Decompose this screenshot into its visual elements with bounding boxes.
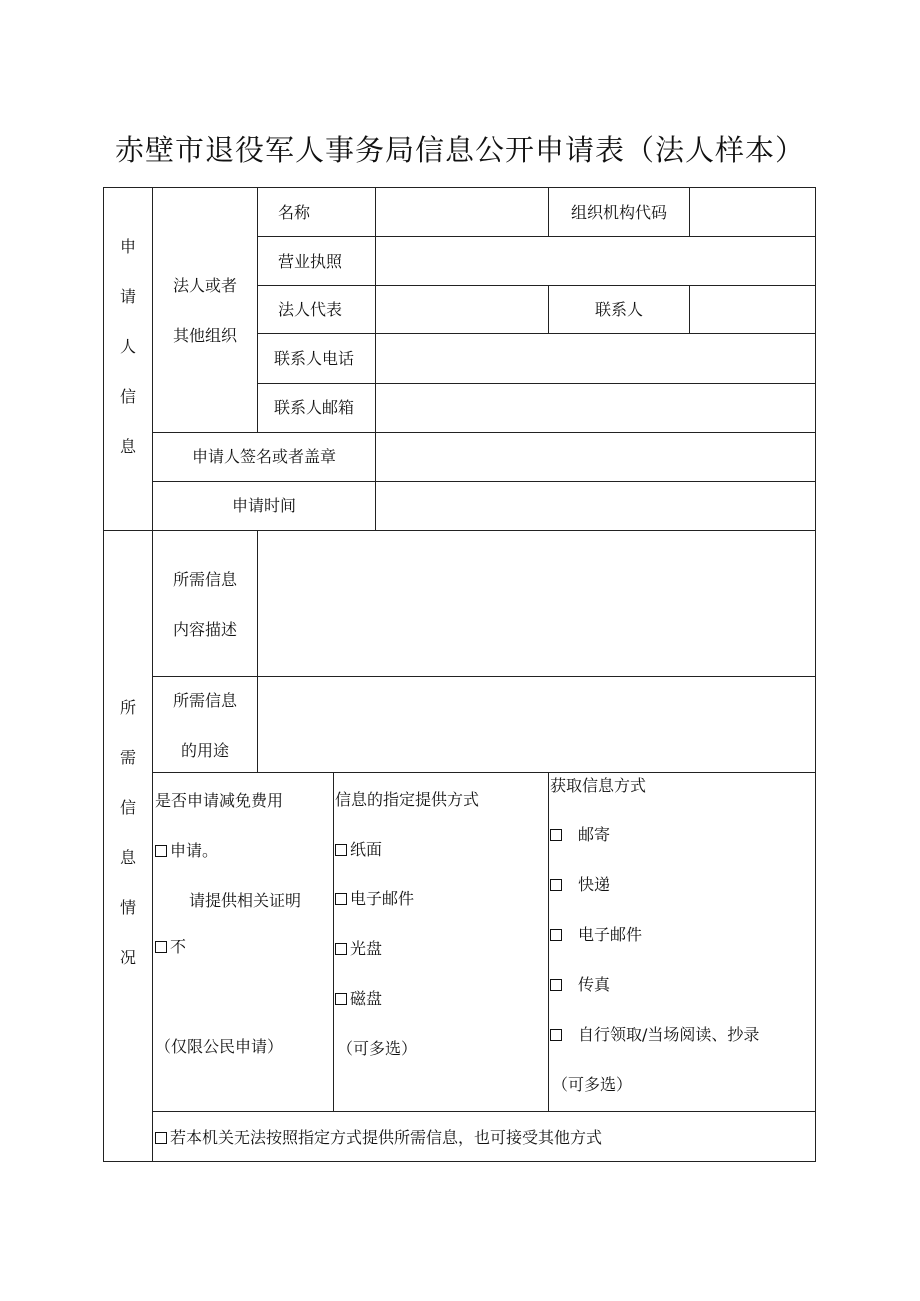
other-method-option[interactable] (155, 1128, 602, 1148)
section-char: 申 (119, 237, 136, 256)
name-field[interactable] (376, 188, 548, 236)
desc-label-line2: 内容描述 (172, 620, 237, 639)
options-divider-2 (548, 772, 549, 1112)
page-title: 赤壁市退役军人事务局信息公开申请表（法人样本） (114, 133, 805, 167)
section-char: 需 (119, 748, 136, 767)
row-line-8 (152, 772, 816, 773)
purpose-label-line1: 所需信息 (172, 691, 237, 710)
option-label: 电子邮件 (350, 889, 415, 908)
provide-note: （可多选） (337, 1039, 418, 1058)
contact-email-field[interactable] (376, 384, 815, 432)
legal-rep-label: 法人代表 (278, 300, 343, 319)
fee-apply-option[interactable] (155, 841, 218, 861)
section-char: 息 (119, 437, 136, 456)
option-label: 电子邮件 (578, 925, 643, 944)
org-code-label: 组织机构代码 (570, 203, 667, 222)
other-method-label: 若本机关无法按照指定方式提供所需信息，也可接受其他方式 (170, 1128, 603, 1147)
checkbox[interactable] (550, 879, 562, 891)
purpose-field[interactable] (258, 677, 815, 772)
option-label: 纸面 (350, 840, 383, 859)
provide-option-disk[interactable] (335, 989, 382, 1009)
checkbox[interactable] (155, 845, 167, 857)
desc-label-line1: 所需信息 (172, 570, 237, 589)
license-field[interactable] (376, 237, 815, 285)
checkbox[interactable] (550, 929, 562, 941)
checkbox[interactable] (335, 893, 347, 905)
purpose-label-line2: 的用途 (180, 741, 229, 760)
checkbox[interactable] (335, 844, 347, 856)
section-char: 息 (119, 848, 136, 867)
name-label: 名称 (278, 203, 311, 222)
obtain-note: （可多选） (552, 1075, 633, 1094)
desc-field[interactable] (258, 531, 815, 676)
fee-proof-note: 请提供相关证明 (189, 891, 302, 910)
checkbox[interactable] (155, 941, 167, 953)
checkbox[interactable] (550, 829, 562, 841)
provide-option-cd[interactable] (335, 939, 382, 959)
provide-option-email[interactable] (335, 889, 414, 909)
contact-email-label: 联系人邮箱 (274, 398, 355, 417)
signature-label: 申请人签名或者盖章 (191, 447, 336, 466)
section-char: 所 (119, 698, 136, 717)
org-label-line2: 其他组织 (172, 326, 237, 345)
obtain-heading: 获取信息方式 (550, 776, 647, 795)
table-border-bottom (103, 1161, 816, 1162)
org-code-field[interactable] (690, 188, 815, 236)
section-char: 信 (119, 387, 136, 406)
obtain-option-fax[interactable] (550, 975, 610, 995)
time-label: 申请时间 (231, 496, 296, 515)
options-divider-1 (333, 772, 334, 1112)
legal-rep-field[interactable] (376, 286, 548, 333)
org-label-divider (257, 187, 258, 433)
option-label: 快递 (578, 875, 611, 894)
fee-apply-label: 申请。 (170, 841, 219, 860)
fee-note: （仅限公民申请） (155, 1037, 284, 1056)
fee-no-option[interactable] (155, 937, 186, 957)
option-label: 自行领取/当场阅读、抄录 (578, 1025, 760, 1044)
option-label: 光盘 (350, 939, 383, 958)
obtain-option-mail[interactable] (550, 825, 610, 845)
section-char: 人 (119, 337, 136, 356)
fee-heading: 是否申请减免费用 (155, 791, 284, 810)
checkbox[interactable] (335, 943, 347, 955)
obtain-option-self-pickup[interactable] (550, 1025, 759, 1045)
obtain-option-email[interactable] (550, 925, 642, 945)
option-label: 邮寄 (578, 825, 611, 844)
signature-field[interactable] (376, 433, 815, 481)
contact-phone-label: 联系人电话 (274, 349, 355, 368)
checkbox[interactable] (155, 1132, 167, 1144)
row-line-9 (152, 1111, 816, 1112)
checkbox[interactable] (550, 979, 562, 991)
contact-phone-field[interactable] (376, 334, 815, 383)
section-char: 信 (119, 798, 136, 817)
org-label-line1: 法人或者 (172, 276, 237, 295)
checkbox[interactable] (335, 993, 347, 1005)
provide-option-paper[interactable] (335, 840, 382, 860)
provide-heading: 信息的指定提供方式 (335, 790, 480, 809)
contact-field[interactable] (690, 286, 815, 333)
option-label: 磁盘 (350, 989, 383, 1008)
section-char: 情 (119, 898, 136, 917)
fee-no-label: 不 (170, 937, 187, 956)
request-section-label (104, 698, 152, 998)
checkbox[interactable] (550, 1029, 562, 1041)
applicant-section-label (104, 237, 152, 487)
time-field[interactable] (376, 482, 815, 530)
license-label: 营业执照 (278, 252, 343, 271)
section-char: 请 (119, 287, 136, 306)
obtain-option-express[interactable] (550, 875, 610, 895)
section-char: 况 (119, 948, 136, 967)
contact-label: 联系人 (594, 300, 643, 319)
option-label: 传真 (578, 975, 611, 994)
